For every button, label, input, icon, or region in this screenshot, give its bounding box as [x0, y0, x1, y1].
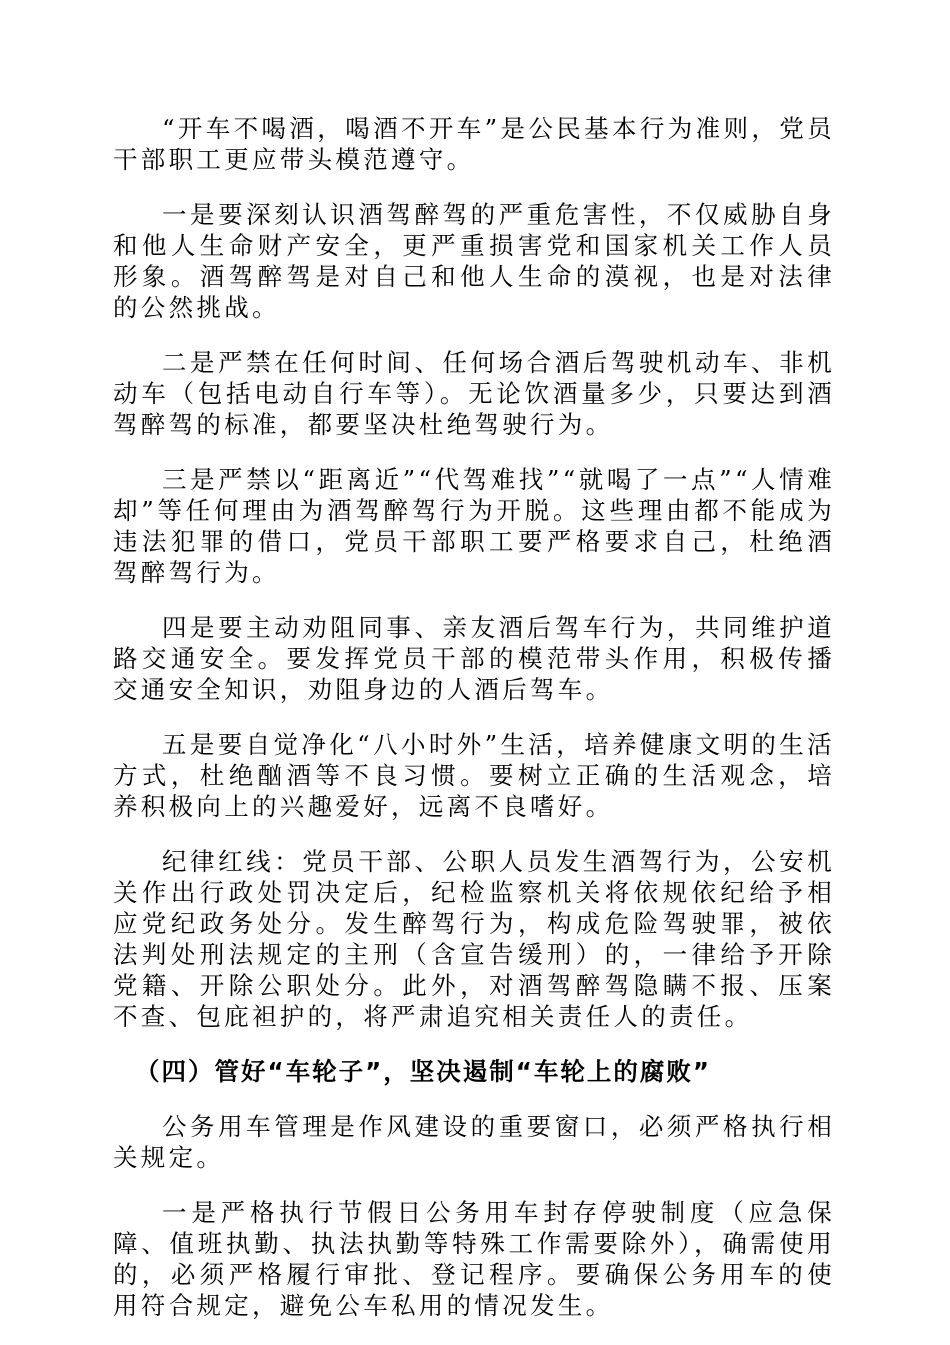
paragraph-point-two: 二是严禁在任何时间、任何场合酒后驾驶机动车、非机动车（包括电动自行车等）。无论饮酒量多少，只要达到酒驾醉驾的标准，都要坚决杜绝驾驶行为。 — [113, 348, 835, 439]
paragraph-point-three: 三是严禁以“距离近”“代驾难找”“就喝了一点”“人情难却”等任何理由为酒驾醉驾行为开脱。这些理由都不能成为违法犯罪的借口，党员干部职工要严格要求自己，杜绝酒驾醉驾行为。 — [113, 465, 835, 587]
paragraph-vehicle-intro: 公务用车管理是作风建设的重要窗口，必须严格执行相关规定。 — [113, 1112, 835, 1172]
paragraph-point-one: 一是要深刻认识酒驾醉驾的严重危害性，不仅威胁自身和他人生命财产安全，更严重损害党和国家机关工作人员形象。酒驾醉驾是对自己和他人生命的漠视，也是对法律的公然挑战。 — [113, 200, 835, 322]
paragraph-vehicle-point-one: 一是严格执行节假日公务用车封存停驶制度（应急保障、值班执勤、执法执勤等特殊工作需要除外），确需使用的，必须严格履行审批、登记程序。要确保公务用车的使用符合规定，避免公车私用的情况发生。 — [113, 1198, 835, 1320]
paragraph-discipline-redline: 纪律红线：党员干部、公职人员发生酒驾行为，公安机关作出行政处罚决定后，纪检监察机关将依规依纪给予相应党纪政务处分。发生醉驾行为，构成危险驾驶罪，被依法判处刑法规定的主刑（含宣告缓刑）的，一律给予开除党籍、开除公职处分。此外，对酒驾醉驾隐瞒不报、压案不查、包庇袒护的，将严肃追究相关责任人的责任。 — [113, 847, 835, 1031]
paragraph-point-four: 四是要主动劝阻同事、亲友酒后驾车行为，共同维护道路交通安全。要发挥党员干部的模范带头作用，积极传播交通安全知识，劝阻身边的人酒后驾车。 — [113, 613, 835, 704]
document-body — [113, 113, 835, 1345]
paragraph-intro: “开车不喝酒，喝酒不开车”是公民基本行为准则，党员干部职工更应带头模范遵守。 — [113, 114, 835, 174]
paragraph-point-five: 五是要自觉净化“八小时外”生活，培养健康文明的生活方式，杜绝酗酒等不良习惯。要树立正确的生活观念，培养积极向上的兴趣爱好，远离不良嗜好。 — [113, 730, 835, 821]
section-heading: （四）管好“车轮子”，坚决遏制“车轮上的腐败” — [135, 1057, 711, 1086]
